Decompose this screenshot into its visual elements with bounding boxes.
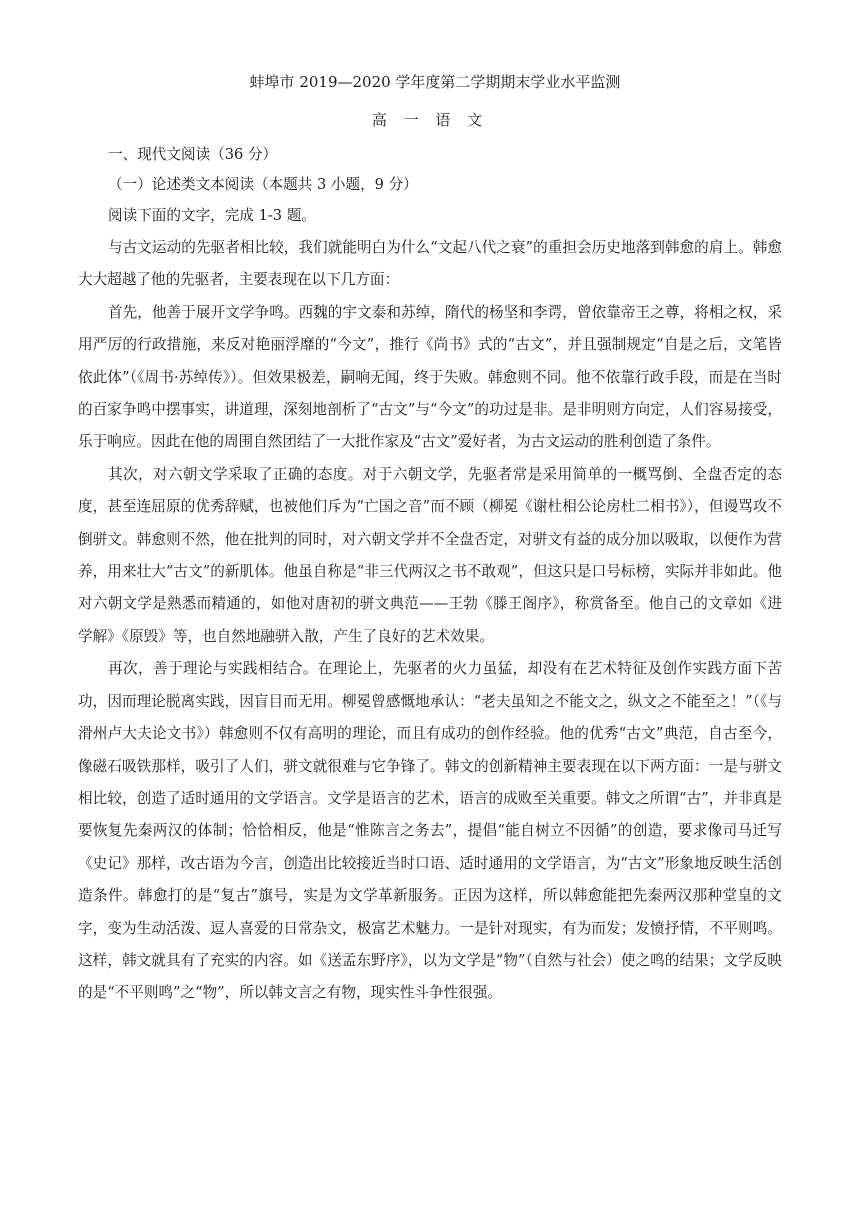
passage-paragraph: 再次，善于理论与实践相结合。在理论上，先驱者的火力虽猛，却没有在艺术特征及创作实践方面下苦功，因而理论脱离实践，因盲目而无用。柳冕曾感慨地承认：“老夫虽知之不能文之，纵文之不能至之！”（《与滑州卢大夫论文书》）韩愈则不仅有高明的理论，而且有成功的创作经验。他的优秀“古文”典范，自古至今，像磁石吸铁那样，吸引了人们，骈文就很难与它争锋了。韩文的创新精神主要表现在以下两方面：一是与骈文相比较，创造了适时通用的文学语言。文学是语言的艺术，语言的成败至关重要。韩文之所谓“古”，并非真是要恢复先秦两汉的体制；恰恰相反，他是“惟陈言之务去”，提倡“能自树立不因循”的创造，要求像司马迁写《史记》那样，改古语为今言，创造出比较接近当时口语、适时通用的文学语言，为“古文”形象地反映生活创造条件。韩愈打的是“复古”旗号，实是为文学革新服务。正因为这样，所以韩愈能把先秦两汉那种堂皇的文字，变为生动活泼、逗人喜爱的日常杂文，极富艺术魅力。一是针对现实，有为而发；发愤抒情，不平则鸣。这样，韩文就具有了充实的内容。如《送孟东野序》，以为文学是“物”（自然与社会）使之鸣的结果；文学反映的是“不平则鸣”之“物”，所以韩文言之有物，现实性斗争性很强。	[78, 660, 782, 1002]
exam-subject: 高 一 语 文	[371, 111, 489, 129]
passage-paragraph: 其次，对六朝文学采取了正确的态度。对于六朝文学，先驱者常是采用简单的一概骂倒、全盘否定的态度，甚至连屈原的优秀辞赋，也被他们斥为“亡国之音”而不顾（柳冕《谢杜相公论房杜二相书》），但谩骂攻不倒骈文。韩愈则不然，他在批判的同时，对六朝文学并不全盘否定，对骈文有益的成分加以吸取，以便作为营养，用来壮大“古文”的新肌体。他虽自称是“非三代两汉之书不敢观”，但这只是口号标榜，实际并非如此。他对六朝文学是熟悉而精通的，如他对唐初的骈文典范——王勃《滕王阁序》，称赏备至。他自己的文章如《进学解》《原毁》等，也自然地融骈入散，产生了良好的艺术效果。	[78, 465, 782, 645]
reading-passage	[78, 232, 782, 1010]
exam-title: 蚌埠市 2019—2020 学年度第二学期期末学业水平监测	[249, 73, 621, 91]
section-subheading: （一）论述类文本阅读（本题共 3 小题，9 分）	[108, 176, 418, 193]
passage-paragraph: 首先，他善于展开文学争鸣。西魏的宇文泰和苏绰，隋代的杨坚和李谔，曾依靠帝王之尊，将相之权，采用严厉的行政措施，来反对艳丽浮靡的“今文”，推行《尚书》式的“古文”，并且强制规定“自是之后，文笔皆依此体”（《周书·苏绰传》）。但效果极差，嗣响无闻，终于失败。韩愈则不同。他不依靠行政手段，而是在当时的百家争鸣中摆事实，讲道理，深刻地剖析了“古文”与“今文”的功过是非。是非明则方向定，人们容易接受，乐于响应。因此在他的周围自然团结了一大批作家及“古文”爱好者，为古文运动的胜利创造了条件。	[78, 303, 782, 451]
passage-paragraph: 与古文运动的先驱者相比较，我们就能明白为什么“文起八代之衰”的重担会历史地落到韩愈的肩上。韩愈大大超越了他的先驱者，主要表现在以下几方面：	[78, 239, 782, 289]
reading-instruction: 阅读下面的文字，完成 1-3 题。	[108, 207, 316, 224]
section-heading: 一、现代文阅读（36 分）	[108, 146, 278, 163]
